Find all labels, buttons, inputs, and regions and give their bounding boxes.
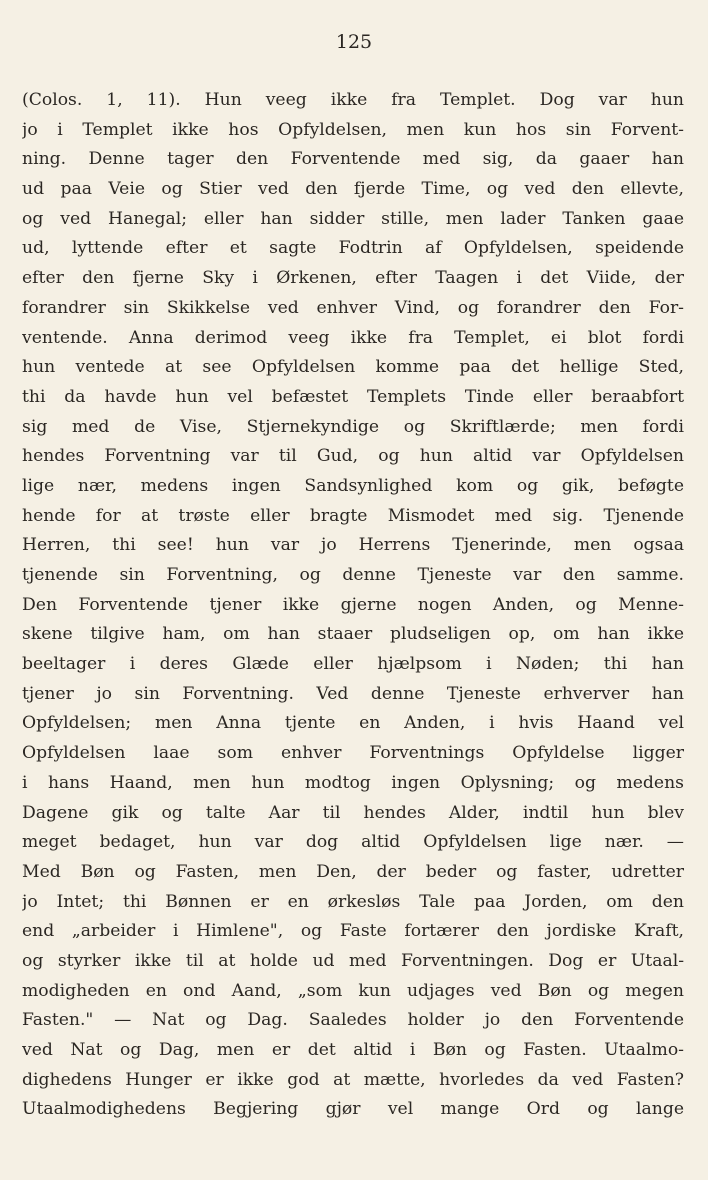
text-line: tjenende sin Forventning, og denne Tjeneste var den samme.	[22, 565, 684, 585]
page-number: 125	[335, 31, 373, 53]
text-line: hun ventede at see Opfyldelsen komme paa det hellige Sted,	[22, 357, 684, 378]
text-line: Opfyldelsen laae som enhver Forventnings Opfyldelse ligger	[22, 743, 684, 764]
text-line: jo i Templet ikke hos Opfyldelsen, men kun hos sin Forvent-	[22, 119, 684, 140]
text-line: beeltager i deres Glæde eller hjælpsom i Nøden; thi han	[22, 654, 684, 675]
text-line: og ved Hanegal; eller han sidder stille, men lader Tanken gaae	[22, 208, 684, 229]
text-line: hende for at trøste eller bragte Mismodet med sig. Tjenende	[22, 505, 684, 526]
text-line: skene tilgive ham, om han staaer pludseligen op, om han ikke	[22, 624, 684, 645]
text-line: sig med de Vise, Stjernekyndige og Skriftlærde; men fordi	[22, 416, 684, 437]
text-line: efter den fjerne Sky i Ørkenen, efter Taagen i det Viide, der	[22, 268, 684, 289]
text-line: ventende. Anna derimod veeg ikke fra Templet, ei blot fordi	[22, 327, 684, 348]
text-line: hendes Forventning var til Gud, og hun altid var Opfyldelsen	[22, 446, 684, 467]
text-line: og styrker ikke til at holde ud med Forventningen. Dog er Utaal-	[22, 950, 684, 971]
text-line: modigheden en ond Aand, „som kun udjages ved Bøn og megen	[22, 980, 684, 1001]
text-line: i hans Haand, men hun modtog ingen Oplysning; og medens	[22, 772, 684, 793]
text-line: Dagene gik og talte Aar til hendes Alder, indtil hun blev	[22, 802, 684, 823]
text-line: Utaalmodighedens Begjering gjør vel mange Ord og lange	[22, 1099, 684, 1120]
text-line: tjener jo sin Forventning. Ved denne Tjeneste erhverver han	[22, 683, 684, 704]
text-line: ning. Denne tager den Forventende med sig, da gaaer han	[22, 149, 684, 170]
text-line: Med Bøn og Fasten, men Den, der beder og faster, udretter	[22, 861, 684, 882]
text-line: Opfyldelsen; men Anna tjente en Anden, i hvis Haand vel	[22, 713, 684, 734]
text-line: thi da havde hun vel befæstet Templets Tinde eller beraabfort	[22, 386, 684, 407]
text-line: Herren, thi see! hun var jo Herrens Tjenerinde, men ogsaa	[22, 535, 684, 556]
text-line: jo Intet; thi Bønnen er en ørkesløs Tale paa Jorden, om den	[22, 891, 684, 912]
text-line: forandrer sin Skikkelse ved enhver Vind, og forandrer den For-	[22, 297, 684, 318]
text-line: Fasten." — Nat og Dag. Saaledes holder jo den Forventende	[22, 1010, 684, 1031]
text-line: Den Forventende tjener ikke gjerne nogen Anden, og Menne-	[22, 594, 684, 615]
text-line: meget bedaget, hun var dog altid Opfyldelsen lige nær. —	[22, 832, 684, 853]
text-line: ud paa Veie og Stier ved den fjerde Time, og ved den ellevte,	[22, 179, 684, 200]
body-text	[22, 86, 684, 1125]
text-line: ud, lyttende efter et sagte Fodtrin af Opfyldelsen, speidende	[22, 238, 684, 259]
text-line: lige nær, medens ingen Sandsynlighed kom og gik, beføgte	[22, 475, 684, 496]
text-line: (Colos. 1, 11). Hun veeg ikke fra Templet. Dog var hun	[22, 90, 684, 110]
text-line: dighedens Hunger er ikke god at mætte, hvorledes da ved Fasten?	[22, 1069, 684, 1090]
text-line: end „arbeider i Himlene", og Faste fortærer den jordiske Kraft,	[22, 921, 684, 942]
text-line: ved Nat og Dag, men er det altid i Bøn og Fasten. Utaalmo-	[22, 1040, 684, 1060]
